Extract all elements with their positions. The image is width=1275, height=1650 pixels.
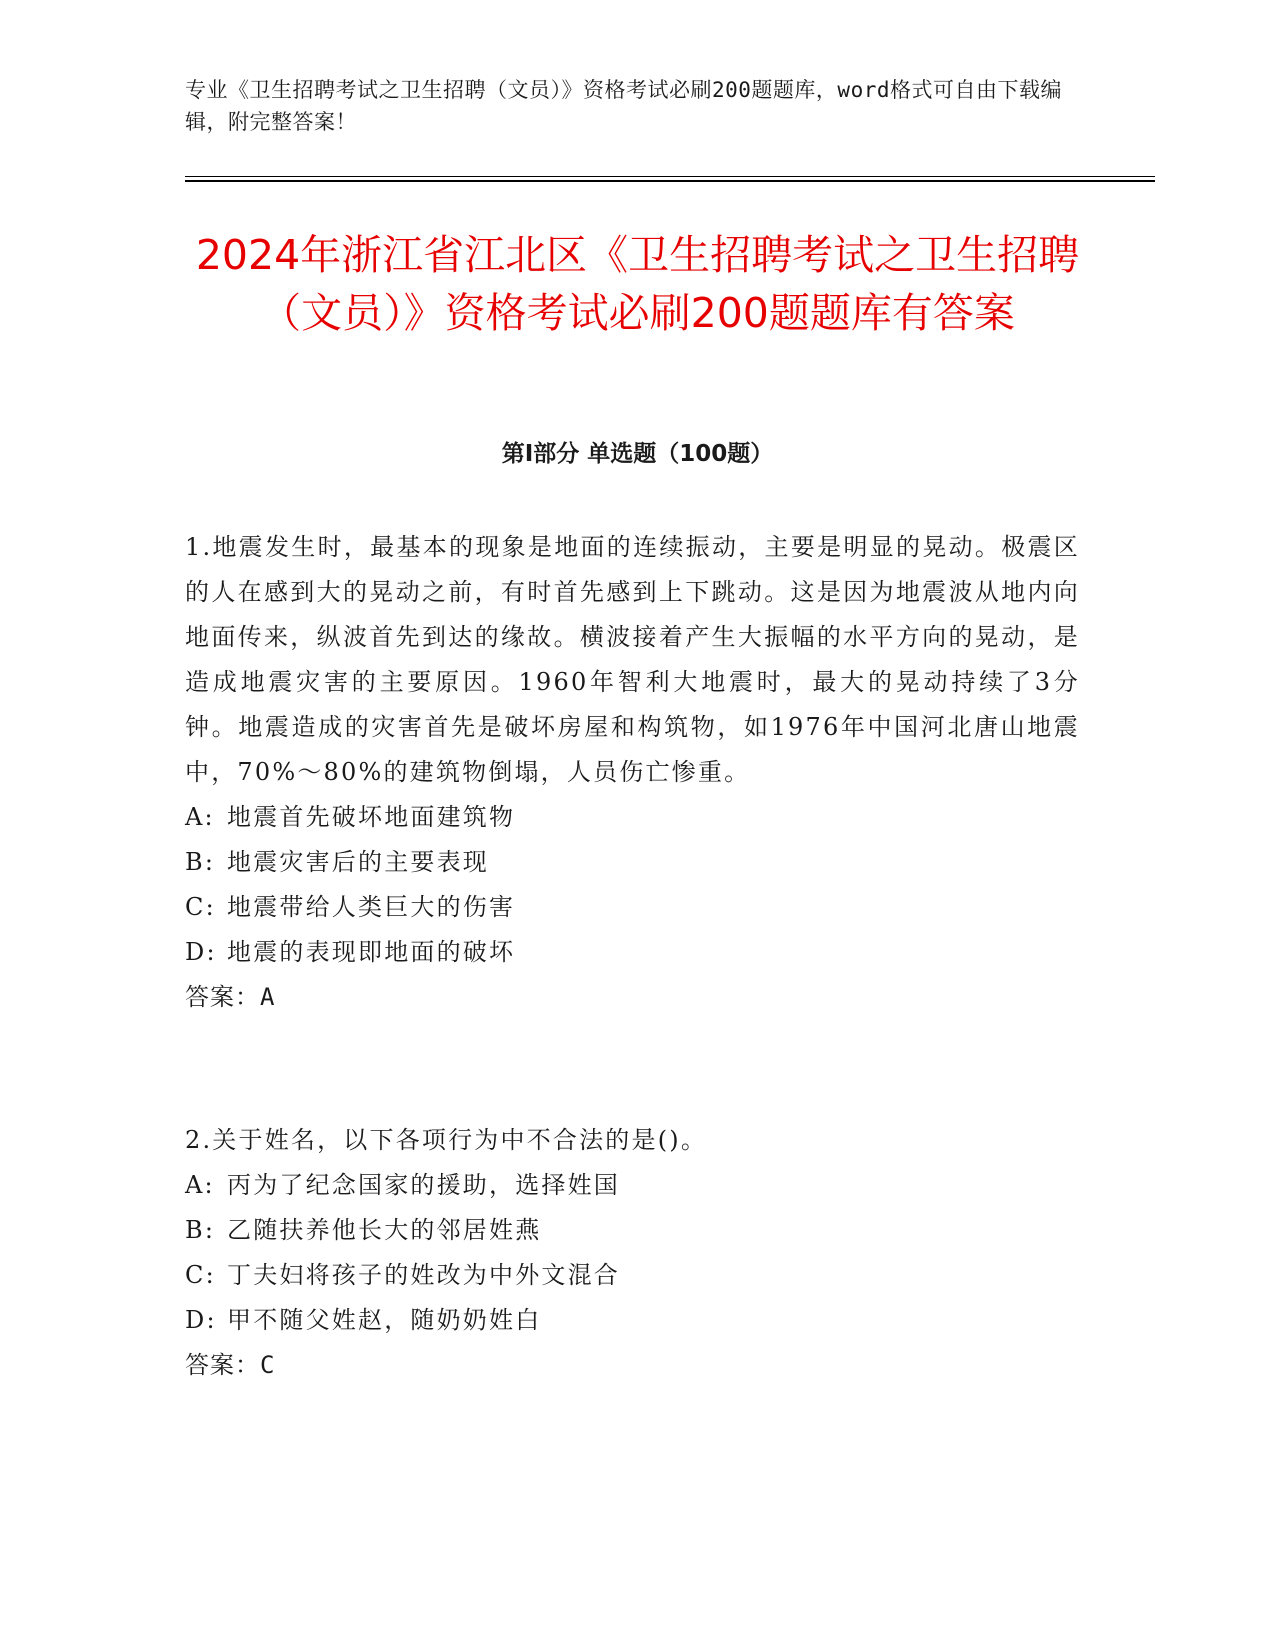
- option-key: D:: [185, 1306, 217, 1334]
- option-text: 地震首先破坏地面建筑物: [227, 803, 516, 831]
- option-key: A:: [185, 803, 215, 831]
- header-divider-thick: [185, 180, 1155, 182]
- answer-line: 答案：C: [185, 1351, 276, 1379]
- option-text: 地震的表现即地面的破坏: [227, 938, 516, 966]
- option-key: C:: [185, 893, 216, 921]
- option-a: [185, 1163, 1080, 1208]
- answer-line: 答案：A: [185, 983, 276, 1011]
- option-d: [185, 1298, 1080, 1343]
- question-1: [185, 525, 1080, 1020]
- option-b: [185, 1208, 1080, 1253]
- option-text: 丙为了纪念国家的援助，选择姓国: [227, 1171, 620, 1199]
- option-c: [185, 1253, 1080, 1298]
- section-title: 第I部分 单选题（100题）: [501, 441, 774, 467]
- question-stem: 1.地震发生时，最基本的现象是地面的连续振动，主要是明显的晃动。极震区的人在感到大的晃动之前，有时首先感到上下跳动。这是因为地震波从地内向地面传来，纵波首先到达的缘故。横波接着产生大振幅的水平方向的晃动，是造成地震灾害的主要原因。1960年智利大地震时，最大的晃动持续了3分钟。地震造成的灾害首先是破坏房屋和构筑物，如1976年中国河北唐山地震中，70%～80%的建筑物倒塌，人员伤亡惨重。: [185, 533, 1080, 786]
- option-a: [185, 795, 1080, 840]
- question-stem: 2.关于姓名，以下各项行为中不合法的是()。: [185, 1126, 708, 1154]
- document-title: 2024年浙江省江北区《卫生招聘考试之卫生招聘（文员）》资格考试必刷200题题库有答案: [195, 231, 1080, 337]
- option-key: B:: [185, 1216, 216, 1244]
- option-text: 地震带给人类巨大的伤害: [227, 893, 516, 921]
- option-b: [185, 840, 1080, 885]
- option-text: 地震灾害后的主要表现: [227, 848, 489, 876]
- option-key: B:: [185, 848, 216, 876]
- question-2: [185, 1118, 1080, 1388]
- option-key: C:: [185, 1261, 216, 1289]
- option-text: 丁夫妇将孩子的姓改为中外文混合: [227, 1261, 620, 1289]
- option-text: 乙随扶养他长大的邻居姓燕: [227, 1216, 542, 1244]
- header-divider-thin: [185, 176, 1155, 177]
- option-text: 甲不随父姓赵，随奶奶姓白: [227, 1306, 542, 1334]
- option-key: A:: [185, 1171, 215, 1199]
- header-note: 专业《卫生招聘考试之卫生招聘（文员）》资格考试必刷200题题库，word格式可自由下载编辑，附完整答案！: [185, 78, 1062, 134]
- option-c: [185, 885, 1080, 930]
- option-key: D:: [185, 938, 217, 966]
- option-d: [185, 930, 1080, 975]
